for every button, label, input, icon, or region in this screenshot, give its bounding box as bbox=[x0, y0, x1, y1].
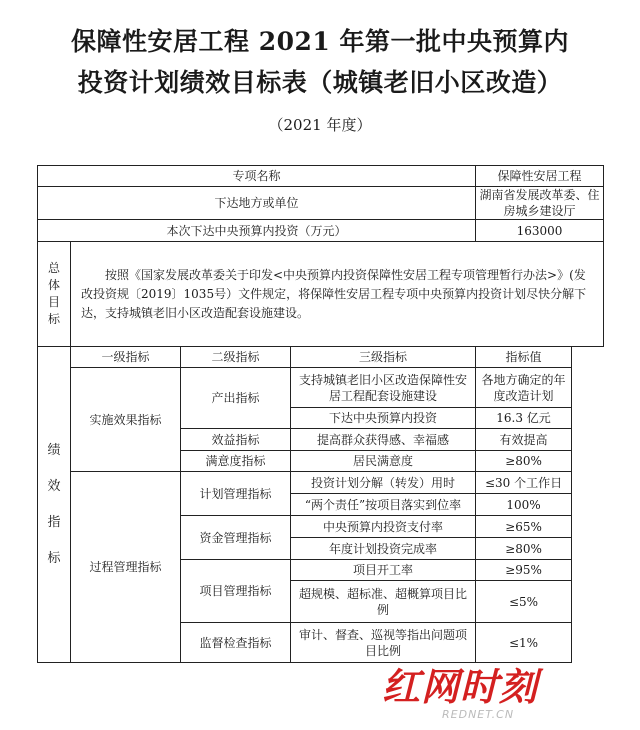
level2-indicator: 效益指标 bbox=[181, 429, 291, 451]
performance-target-table bbox=[37, 165, 604, 663]
level2-indicator: 项目管理指标 bbox=[181, 560, 291, 623]
level2-indicator: 资金管理指标 bbox=[181, 516, 291, 560]
info-label: 专项名称 bbox=[38, 166, 476, 187]
info-value: 湖南省发展改革委、住房城乡建设厅 bbox=[476, 187, 604, 220]
info-value: 163000 bbox=[476, 220, 604, 242]
indicator-value: ≥80% bbox=[476, 451, 572, 472]
indicator-value: ≥95% bbox=[476, 560, 572, 581]
level1-indicator: 实施效果指标 bbox=[71, 368, 181, 472]
indicator-value: 有效提高 bbox=[476, 429, 572, 451]
level1-indicator: 过程管理指标 bbox=[71, 472, 181, 663]
indicator-value: 16.3 亿元 bbox=[476, 408, 572, 429]
indicator-value: ≤5% bbox=[476, 581, 572, 623]
level3-indicator: 年度计划投资完成率 bbox=[291, 538, 476, 560]
indicator-value: 各地方确定的年度改造计划 bbox=[476, 368, 572, 408]
level3-indicator: 下达中央预算内投资 bbox=[291, 408, 476, 429]
level2-indicator: 计划管理指标 bbox=[181, 472, 291, 516]
watermark-sub-text: REDNET.CN bbox=[442, 708, 515, 721]
level3-indicator: 超规模、超标准、超概算项目比例 bbox=[291, 581, 476, 623]
level3-indicator: 投资计划分解（转发）用时 bbox=[291, 472, 476, 494]
level3-indicator: 项目开工率 bbox=[291, 560, 476, 581]
level3-indicator: 审计、督查、巡视等指出问题项目比例 bbox=[291, 623, 476, 663]
column-header-level2: 二级指标 bbox=[181, 347, 291, 368]
indicator-header-row bbox=[38, 347, 604, 368]
level2-indicator: 监督检查指标 bbox=[181, 623, 291, 663]
goal-row bbox=[38, 242, 604, 347]
column-header-level3: 三级指标 bbox=[291, 347, 476, 368]
info-value: 保障性安居工程 bbox=[476, 166, 604, 187]
indicator-value: ≥80% bbox=[476, 538, 572, 560]
level3-indicator: 居民满意度 bbox=[291, 451, 476, 472]
info-row-investment bbox=[38, 220, 604, 242]
info-label: 本次下达中央预算内投资（万元） bbox=[38, 220, 476, 242]
info-row-project bbox=[38, 166, 604, 187]
goal-text: 按照《国家发展改革委关于印发<中央预算内投资保障性安居工程专项管理暂行办法>》(发改投资规〔2019〕1035号）文件规定，将保障性安居工程专项中央预算内投资计划尽快分解下达，支持城镇老旧小区改造配套设施建设。 bbox=[71, 242, 604, 347]
level3-indicator: 中央预算内投资支付率 bbox=[291, 516, 476, 538]
table-row bbox=[38, 368, 604, 408]
info-label: 下达地方或单位 bbox=[38, 187, 476, 220]
column-header-level1: 一级指标 bbox=[71, 347, 181, 368]
indicator-value: ≤30 个工作日 bbox=[476, 472, 572, 494]
year-label: （2021 年度） bbox=[268, 116, 372, 134]
level2-indicator: 产出指标 bbox=[181, 368, 291, 429]
indicator-section-label: 绩 效 指 标 bbox=[38, 347, 71, 663]
indicator-value: 100% bbox=[476, 494, 572, 516]
indicator-value: ≤1% bbox=[476, 623, 572, 663]
goal-label: 总 体 目 标 bbox=[38, 242, 71, 347]
table-row bbox=[38, 472, 604, 494]
level2-indicator: 满意度指标 bbox=[181, 451, 291, 472]
level3-indicator: “两个责任”按项目落实到位率 bbox=[291, 494, 476, 516]
indicator-value: ≥65% bbox=[476, 516, 572, 538]
rednet-watermark-logo bbox=[382, 664, 582, 724]
column-header-value: 指标值 bbox=[476, 347, 572, 368]
document-title-line1: 保障性安居工程 2021 年第一批中央预算内 bbox=[71, 27, 569, 56]
document-title-line2: 投资计划绩效目标表（城镇老旧小区改造） bbox=[77, 68, 563, 97]
watermark-main-text: 红网时刻 bbox=[382, 665, 539, 709]
level3-indicator: 提高群众获得感、幸福感 bbox=[291, 429, 476, 451]
info-row-unit bbox=[38, 187, 604, 220]
level3-indicator: 支持城镇老旧小区改造保障性安居工程配套设施建设 bbox=[291, 368, 476, 408]
